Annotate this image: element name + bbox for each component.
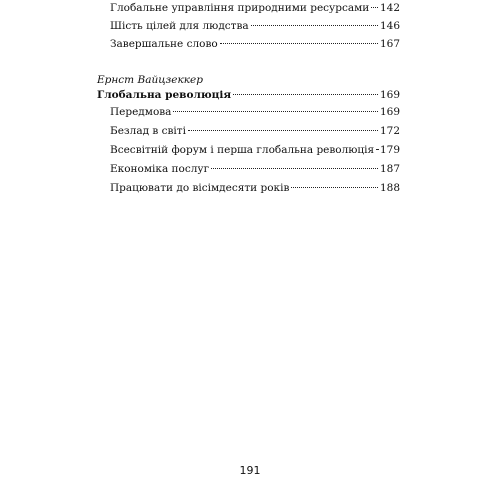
toc-entry-page: 146 [379, 20, 400, 32]
toc-entry-label: Економіка послуг [110, 163, 210, 175]
dot-leader [371, 7, 378, 8]
toc-entry [110, 125, 400, 138]
toc-entry-page: 172 [379, 125, 400, 137]
dot-leader [220, 43, 378, 44]
toc-section-title-page: 169 [379, 89, 400, 101]
section-author: Ернст Вайцзеккер [97, 74, 203, 86]
toc-entry-page: 187 [379, 163, 400, 175]
toc-entry-page: 179 [379, 144, 400, 156]
dot-leader [376, 149, 378, 150]
dot-leader [211, 168, 378, 169]
toc-entry [110, 106, 400, 119]
toc-entry [110, 163, 400, 176]
toc-entry-page: 167 [379, 38, 400, 50]
toc-entry-page: 142 [379, 2, 400, 14]
toc-entry-label: Всесвітній форум і перша глобальна революція [110, 144, 375, 156]
toc-entry-label: Передмова [110, 106, 172, 118]
page-number: 191 [239, 464, 261, 477]
dot-leader [233, 94, 378, 95]
toc-entry-label: Завершальне слово [110, 38, 218, 50]
toc-entry [110, 20, 400, 33]
toc-entry-label: Безлад в світі [110, 125, 186, 137]
toc-entry [110, 182, 400, 195]
dot-leader [291, 187, 378, 188]
dot-leader [188, 130, 378, 131]
toc-entry-label: Працювати до вісімдесяти років [110, 182, 290, 194]
toc-entry [110, 2, 400, 15]
toc-entry-page: 188 [379, 182, 400, 194]
dot-leader [173, 111, 378, 112]
toc-entry-label: Шість цілей для людства [110, 20, 249, 32]
toc-entry [110, 144, 400, 157]
toc-entry-label: Глобальне управління природними ресурсами [110, 2, 370, 14]
toc-section-title-label: Глобальна революція [97, 89, 232, 101]
toc-entry [110, 38, 400, 51]
toc-entry-page: 169 [379, 106, 400, 118]
dot-leader [251, 25, 378, 26]
toc-section-title [97, 89, 400, 102]
